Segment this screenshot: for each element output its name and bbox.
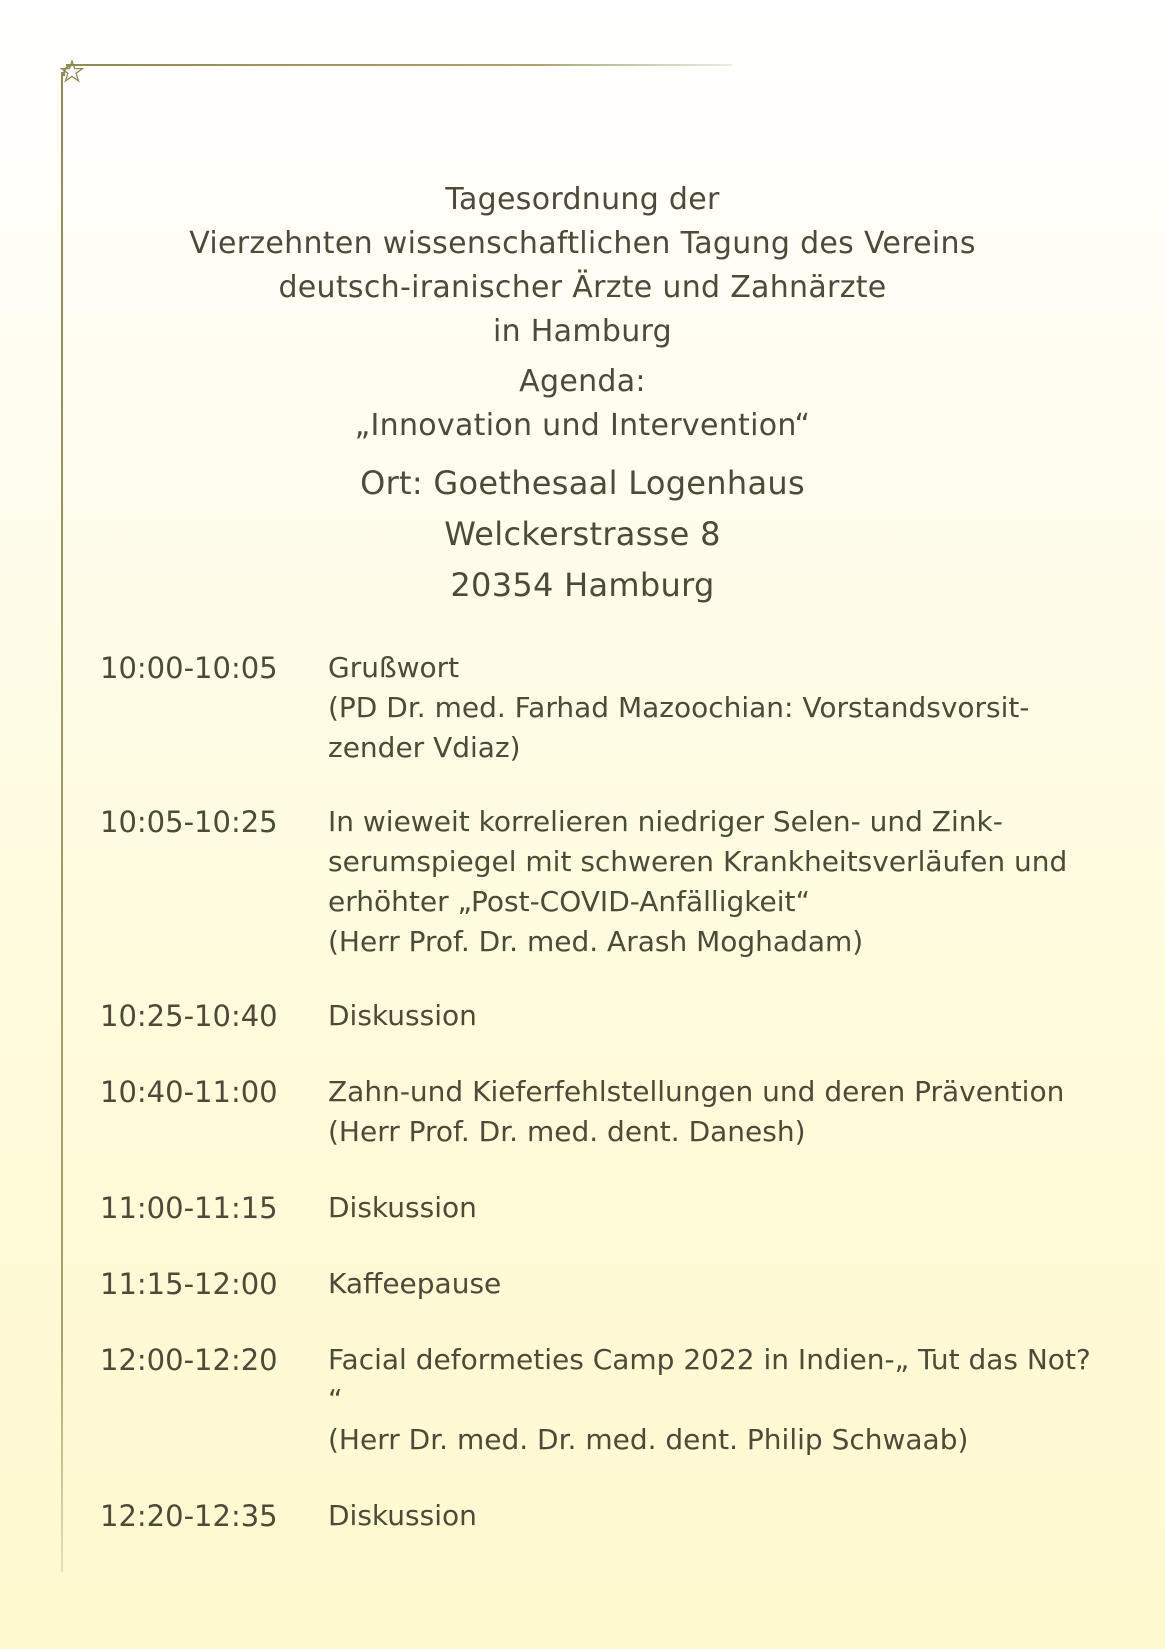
star-icon: [60, 60, 84, 84]
agenda-description: [328, 996, 1100, 1036]
agenda-title: Diskussion: [328, 1191, 477, 1224]
agenda-item: [100, 1072, 1100, 1152]
agenda-item: [100, 996, 1100, 1036]
city: 20354 Hamburg: [450, 566, 715, 604]
agenda-description: [328, 1188, 1100, 1228]
agenda-time: 10:05-10:25: [100, 805, 278, 839]
agenda-time: 10:00-10:05: [100, 651, 278, 685]
agenda-item: [100, 648, 1100, 768]
agenda-title: Kaffeepause: [328, 1267, 502, 1300]
agenda-item: [100, 1340, 1100, 1460]
agenda-time: 11:00-11:15: [100, 1191, 278, 1225]
frame-top-border: [66, 64, 732, 66]
agenda-item: [100, 802, 1100, 962]
agenda-title: In wieweit korrelieren niedriger Selen- und Zink- serumspiegel mit schweren Krankheitsverläufen und erhöhter „Post-COVID-Anfälligkeit“: [328, 805, 1068, 918]
agenda-item: [100, 1264, 1100, 1304]
agenda-title: Diskussion: [328, 999, 477, 1032]
street: Welckerstrasse 8: [444, 515, 721, 553]
header: [0, 178, 1165, 611]
agenda-title: Zahn-und Kieferfehlstellungen und deren Prävention: [328, 1075, 1065, 1108]
header-line-4: in Hamburg: [493, 314, 672, 349]
agenda-time: 12:00-12:20: [100, 1343, 278, 1377]
agenda-description: [328, 1264, 1100, 1304]
agenda-speaker: (Herr Prof. Dr. med. dent. Danesh): [328, 1115, 806, 1148]
agenda-description: [328, 1340, 1100, 1460]
agenda-description: [328, 1496, 1100, 1536]
agenda-title: Facial deformeties Camp 2022 in Indien-„ Tut das Not? “: [328, 1343, 1091, 1416]
header-line-3: deutsch-iranischer Ärzte und Zahnärzte: [278, 270, 887, 305]
agenda-title: Grußwort: [328, 651, 460, 684]
agenda-item: [100, 1496, 1100, 1536]
header-line-2: Vierzehnten wissenschaftlichen Tagung des Vereins: [189, 226, 976, 261]
agenda-description: [328, 802, 1100, 962]
motto: „Innovation und Intervention“: [354, 408, 811, 443]
agenda-list: [100, 648, 1100, 1536]
agenda-time: 10:25-10:40: [100, 999, 278, 1033]
venue: Ort: Goethesaal Logenhaus: [360, 464, 805, 502]
agenda-speaker: (Herr Dr. med. Dr. med. dent. Philip Schwaab): [328, 1423, 969, 1456]
agenda-speaker: (Herr Prof. Dr. med. Arash Moghadam): [328, 925, 864, 958]
agenda-title: Diskussion: [328, 1499, 477, 1532]
agenda-description: [328, 1072, 1100, 1152]
agenda-description: [328, 648, 1100, 768]
agenda-item: [100, 1188, 1100, 1228]
header-line-1: Tagesordnung der: [445, 182, 720, 217]
agenda-label: Agenda:: [519, 364, 646, 399]
agenda-time: 11:15-12:00: [100, 1267, 278, 1301]
agenda-speaker: (PD Dr. med. Farhad Mazoochian: Vorstandsvorsit- zender Vdiaz): [328, 691, 1030, 764]
agenda-time: 10:40-11:00: [100, 1075, 278, 1109]
agenda-time: 12:20-12:35: [100, 1499, 278, 1533]
